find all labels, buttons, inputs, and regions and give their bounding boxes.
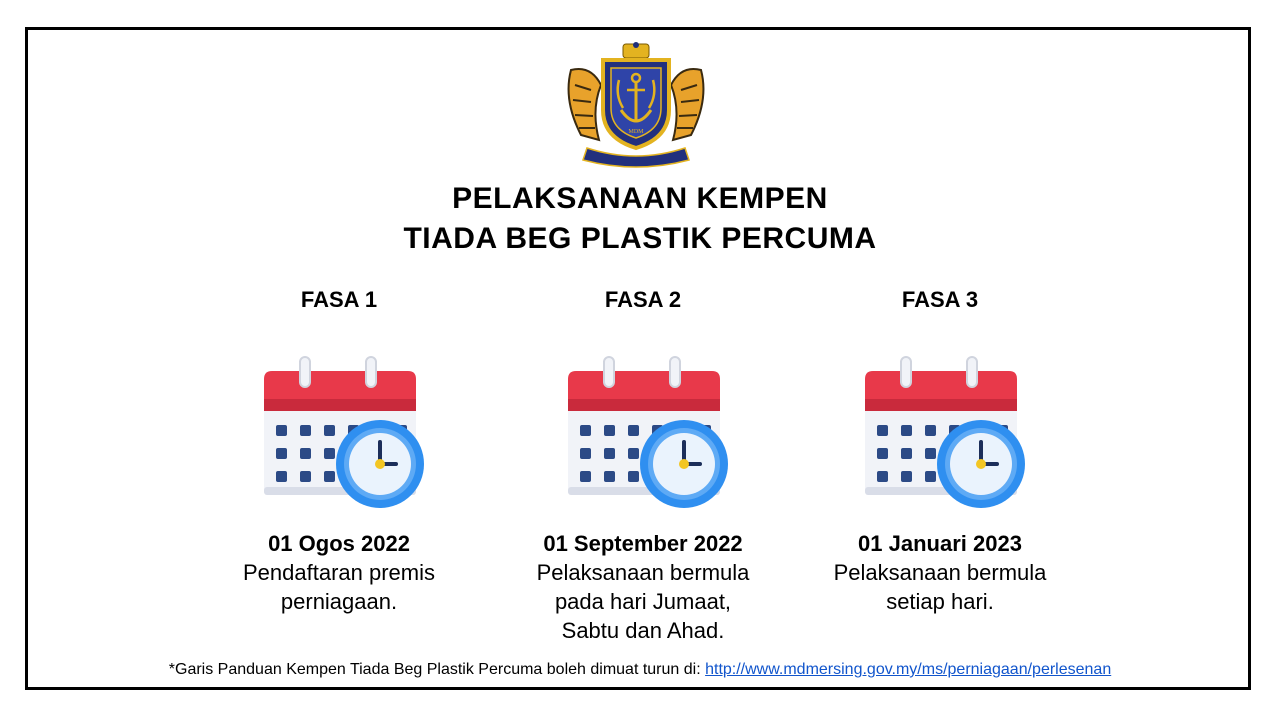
page-title-line1: PELAKSANAAN KEMPEN: [452, 182, 828, 215]
phase-description-line: Pelaksanaan bermula: [536, 560, 750, 585]
phase-label: FASA 1: [300, 287, 378, 312]
footer-note: [0, 659, 1280, 681]
calendar-clock-icon: [254, 339, 424, 509]
phase-card-2: [483, 285, 803, 645]
phase-label: FASA 2: [604, 287, 682, 312]
phase-description-line: Sabtu dan Ahad.: [561, 618, 725, 643]
phase-date: 01 Ogos 2022: [268, 531, 410, 556]
phase-description-line: Pendaftaran premis: [243, 560, 435, 585]
phase-description-line: pada hari Jumaat,: [554, 589, 732, 614]
calendar-clock-icon: [558, 339, 728, 509]
guideline-download-link[interactable]: http://www.mdmersing.gov.my/ms/perniagaan/perlesenan: [705, 661, 1112, 678]
crest-logo: [561, 40, 711, 170]
page-title-line2: TIADA BEG PLASTIK PERCUMA: [403, 222, 877, 255]
phase-description-line: setiap hari.: [886, 589, 994, 614]
calendar-clock-icon: [855, 339, 1025, 509]
phase-description-line: perniagaan.: [280, 589, 398, 614]
phase-label: FASA 3: [901, 287, 979, 312]
phase-card-3: [780, 285, 1100, 616]
phase-description-line: Pelaksanaan bermula: [833, 560, 1047, 585]
phase-date: 01 Januari 2023: [858, 531, 1022, 556]
phase-date: 01 September 2022: [543, 531, 743, 556]
footer-note-text: *Garis Panduan Kempen Tiada Beg Plastik Percuma boleh dimuat turun di:: [168, 661, 706, 678]
phase-card-1: [179, 285, 499, 616]
svg-text:MDM: MDM: [628, 129, 644, 135]
